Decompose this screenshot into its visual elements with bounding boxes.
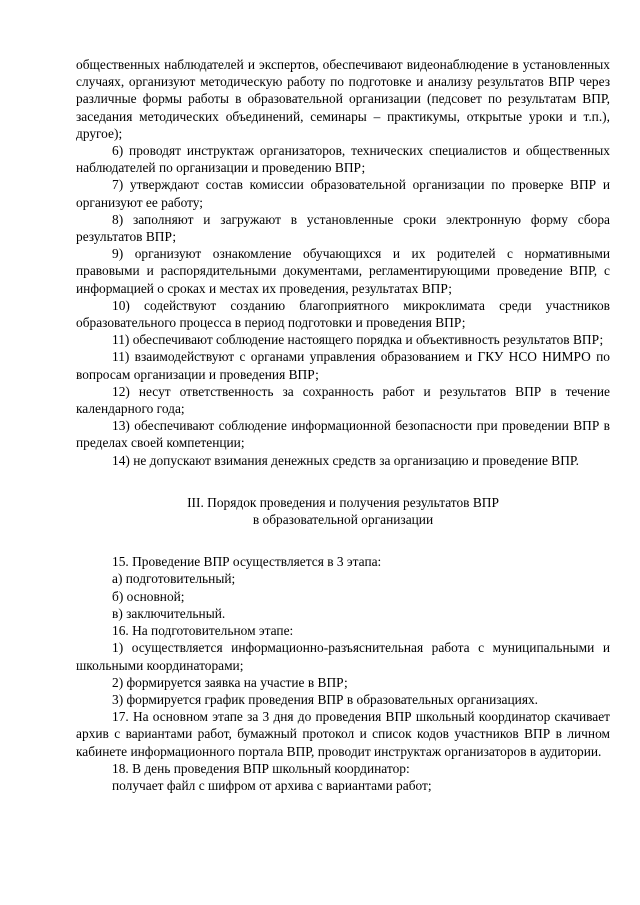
section-paragraph: 3) формируется график проведения ВПР в образовательных организациях. [112, 691, 539, 707]
section-paragraph: 1) осуществляется информационно-разъяснительная работа с муниципальными и школьными координаторами; [76, 640, 610, 673]
section-paragraph: 17. На основном этапе за 3 дня до проведения ВПР школьный координатор скачивает архив с вариантами работ, бумажный протокол и список кодов участников ВПР в личном кабинете информационного портала ВПР, проводит инструктаж организаторов в аудитории. [76, 709, 610, 759]
section-paragraph: 18. В день проведения ВПР школьный координатор: [112, 760, 410, 776]
section-paragraph: 2) формируется заявка на участие в ВПР; [112, 674, 348, 690]
stage-item: а) подготовительный; [112, 571, 236, 587]
stage-item: б) основной; [112, 588, 185, 604]
list-item: 11) взаимодействуют с органами управления образованием и ГКУ НСО НИМРО по вопросам организации и проведения ВПР; [76, 349, 610, 382]
section-subtitle: в образовательной организации [252, 512, 434, 528]
list-item: 8) заполняют и загружают в установленные сроки электронную форму сбора результатов ВПР; [76, 211, 610, 245]
list-item: 7) утверждают состав комиссии образовательной организации по проверке ВПР и организуют ее работу; [76, 177, 610, 210]
list-item: 9) организуют ознакомление обучающихся и их родителей с нормативными правовыми и распорядительными документами, регламентирующими проведение ВПР, с информацией о сроках и местах их проведения, результатах ВПР; [76, 246, 610, 296]
list-item: 12) несут ответственность за сохранность работ и результатов ВПР в течение календарного года; [76, 383, 610, 417]
section-paragraph: 16. На подготовительном этапе: [112, 623, 294, 639]
list-item: 13) обеспечивают соблюдение информационной безопасности при проведении ВПР в пределах своей компетенции; [76, 418, 610, 451]
list-item: 11) обеспечивают соблюдение настоящего порядка и объективность результатов ВПР; [112, 332, 604, 348]
section-paragraph: получает файл с шифром от архива с вариантами работ; [112, 777, 432, 793]
list-item: 6) проводят инструктаж организаторов, технических специалистов и общественных наблюдателей по организации и проведению ВПР; [76, 143, 610, 176]
section-paragraph: 15. Проведение ВПР осуществляется в 3 этапа: [112, 554, 382, 570]
opening-paragraph: общественных наблюдателей и экспертов, обеспечивают видеонаблюдение в установленных случаях, организуют методическую работу по подготовке и анализу результатов ВПР через различные формы работы в образовательной организации (педсовет по результатам ВПР, заседания методических объединений, семинары – практикумы, открытые уроки и т.п.), другое); [76, 57, 610, 141]
list-item: 10) содействуют созданию благоприятного микроклимата среди участников образовательного процесса в период подготовки и проведения ВПР; [76, 297, 610, 331]
list-item: 14) не допускают взимания денежных средств за организацию и проведение ВПР. [112, 452, 580, 468]
stage-item: в) заключительный. [112, 605, 226, 621]
section-title: III. Порядок проведения и получения результатов ВПР [187, 494, 499, 510]
